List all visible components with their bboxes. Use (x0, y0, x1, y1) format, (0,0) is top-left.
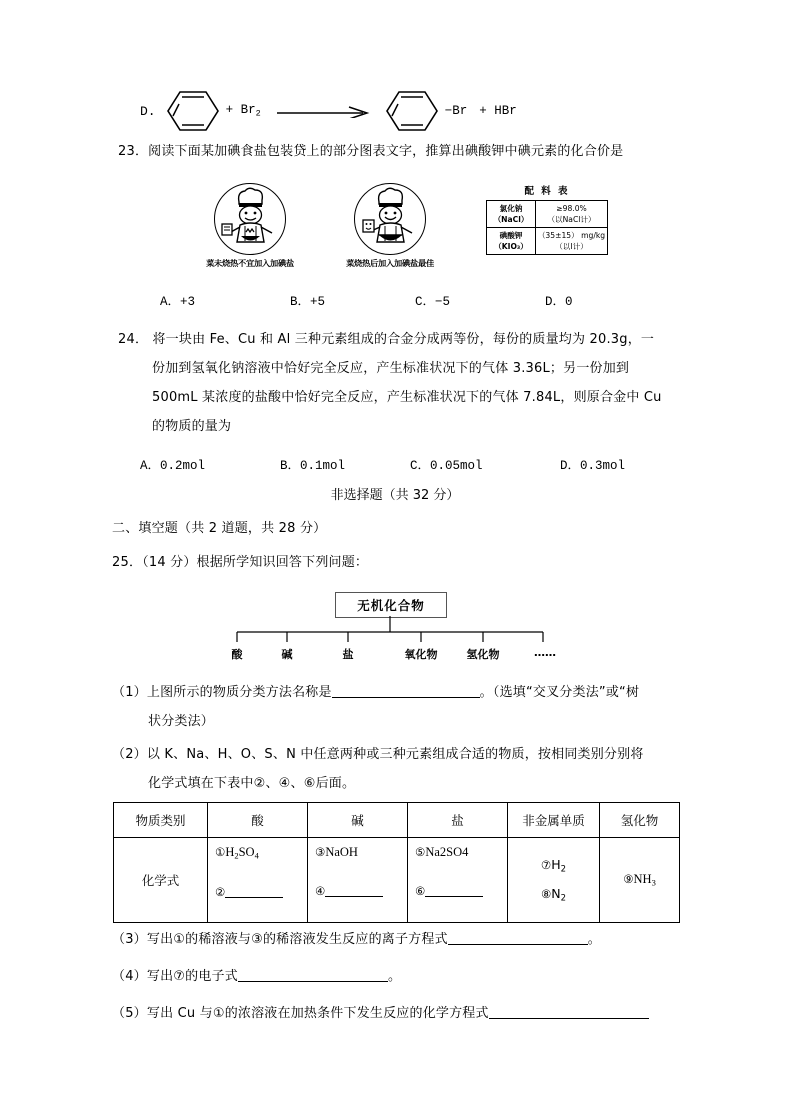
q24-option-d[interactable]: D．0.3mol (560, 459, 626, 473)
circled-number-6: ⑥ (415, 883, 426, 898)
header-salt: 盐 (408, 803, 508, 838)
cell-base-top (315, 846, 400, 859)
q25-item1-text: （1）上图所示的物质分类方法名称是 (112, 685, 332, 700)
q25-item3-answer-blank[interactable] (448, 944, 588, 945)
reaction-arrow-icon (275, 105, 371, 117)
q25-item3-text: （3）写出①的稀溶液与③的稀溶液发生反应的离子方程式 (112, 932, 448, 947)
tree-connector-lines (225, 592, 555, 664)
cell-acid-bottom (215, 886, 300, 899)
question-24-options (140, 455, 640, 473)
question-25-item-2-line-2: 化学式填在下表中②、④、⑥后面。 (148, 776, 356, 791)
cell-salt-top (415, 846, 500, 859)
tree-leaf-acid: 酸 (231, 648, 243, 661)
chef-illustration-2-icon (354, 183, 426, 255)
q25-item4-text: （4）写出⑦的电子式 (112, 969, 238, 984)
question-25-item-3 (112, 933, 601, 947)
formula-naoh: NaOH (325, 845, 358, 859)
q24-option-c[interactable]: C．0.05mol (410, 459, 483, 473)
option-d-equation (140, 88, 517, 134)
ingredient-value: ≥98.0% (556, 204, 587, 213)
ingredient-name-cn: 氯化钠 (499, 204, 523, 213)
cell-base (308, 838, 408, 923)
chef-illustration-1-icon (214, 183, 286, 255)
formula-h2: $H_2$ (551, 857, 567, 875)
ingredient-table (486, 200, 608, 255)
question-25-item-4 (112, 970, 401, 984)
header-acid: 酸 (208, 803, 308, 838)
question-23-options (160, 291, 630, 309)
q25-item5-answer-blank[interactable] (489, 1018, 649, 1019)
benzene-ring-right-icon (385, 89, 439, 133)
q24-option-b[interactable]: B．0.1mol (280, 459, 346, 473)
q25-item4-tail: 。 (387, 969, 402, 984)
q23-option-b[interactable]: B．+5 (290, 295, 326, 309)
ingredient-table-block (486, 183, 608, 255)
benzene-ring-left-icon (166, 89, 220, 133)
question-25-item-1-line-2: 状分类法） (148, 714, 215, 729)
substance-classification-table (113, 802, 680, 923)
figure-2-caption: 菜烧热后加入加碘盐最佳 (346, 258, 434, 268)
byproduct-hbr: + HBr (479, 104, 517, 118)
question-24-line-2: 份加到氢氧化钠溶液中恰好完全反应，产生标准状况下的气体 3.36L；另一份加到 (152, 361, 630, 376)
part-two-heading: 二、填空题（共 2 道题，共 28 分） (112, 521, 327, 536)
circled-number-9: ⑨ (623, 872, 634, 887)
ingredient-table-title: 配 料 表 (524, 186, 570, 197)
q24-option-a[interactable]: A．0.2mol (140, 459, 206, 473)
table-header-row (114, 803, 680, 838)
ingredient-name-cell (487, 201, 536, 228)
bromine-reagent (226, 103, 261, 118)
q25-item1-answer-blank[interactable] (332, 697, 480, 698)
cell-acid (208, 838, 308, 923)
circled-number-3: ③ (315, 845, 326, 859)
question-25-item-2-line-1: （2）以 K、Na、H、O、S、N 中任意两种或三种元素组成合适的物质，按相同类别分别将 (112, 747, 644, 762)
cell-nonmetal-bottom (508, 880, 599, 909)
classification-tree-diagram (225, 592, 555, 664)
ingredient-value-cell (536, 201, 608, 228)
q25-item1-tail: 。（选填“交叉分类法”或“树 (479, 685, 640, 700)
circled-number-4: ④ (315, 883, 326, 898)
circled-number-7: ⑦ (540, 858, 552, 873)
q25-item4-answer-blank[interactable] (238, 981, 388, 982)
cell-hydride (600, 838, 680, 923)
iodized-salt-figure-1 (196, 183, 304, 269)
ingredient-basis: （以NaCl计） (547, 215, 596, 224)
figure-1-caption: 菜未烧热不宜加入加碘盐 (206, 258, 294, 268)
header-hydride: 氢化物 (600, 803, 680, 838)
ingredient-name-cn: 碘酸钾 (499, 231, 523, 240)
question-25-item-5 (112, 1007, 649, 1021)
ingredient-name-formula: （KIO₃） (494, 242, 528, 251)
row-label-formula: 化学式 (114, 838, 208, 923)
salt-answer-blank[interactable] (425, 896, 483, 897)
tree-leaf-ellipsis: …… (534, 646, 556, 659)
circled-number-8: ⑧ (540, 887, 552, 901)
tree-root-node: 无机化合物 (335, 592, 447, 618)
circled-number-5: ⑤ (415, 845, 426, 859)
question-24-line-4: 的物质的量为 (152, 419, 232, 434)
header-base: 碱 (308, 803, 408, 838)
formula-na2so4: Na2SO4 (425, 845, 469, 859)
base-answer-blank[interactable] (325, 896, 383, 897)
bromine-reagent-text: + Br (225, 103, 256, 118)
cell-base-bottom (315, 885, 400, 898)
q25-item5-text: （5）写出 Cu 与①的浓溶液在加热条件下发生反应的化学方程式 (112, 1006, 489, 1021)
formula-h2so4: $H_2SO_4$ (225, 845, 259, 861)
ingredient-row (487, 228, 608, 255)
product-substituent: −Br (444, 104, 468, 118)
cell-hydride-top (600, 872, 679, 887)
acid-answer-blank[interactable] (225, 897, 283, 898)
cell-nonmetal (508, 838, 600, 923)
formula-n2: $N_2$ (551, 886, 567, 904)
cell-salt (408, 838, 508, 923)
table-row (114, 838, 680, 923)
question-23-figure (196, 183, 606, 288)
question-24-line-3: 500mL 某浓度的盐酸中恰好完全反应，产生标准状况下的气体 7.84L，则原合金中 Cu (152, 390, 662, 405)
ingredient-value-cell (536, 228, 608, 255)
question-25-stem: 25．（14 分）根据所学知识回答下列问题： (112, 555, 369, 570)
q25-item3-tail: 。 (587, 932, 601, 947)
ingredient-basis: （以I计） (555, 242, 588, 251)
cell-salt-bottom (415, 885, 500, 898)
header-category: 物质类别 (114, 803, 208, 838)
cell-nonmetal-stack (508, 851, 599, 909)
ingredient-value: （35±15） mg/kg (537, 231, 606, 240)
header-nonmetal: 非金属单质 (508, 803, 600, 838)
tree-leaf-base: 碱 (281, 648, 293, 661)
cell-acid-top (215, 846, 300, 860)
ingredient-name-formula: （NaCl） (493, 215, 529, 224)
non-choice-section-heading: 非选择题（共 32 分） (330, 488, 460, 503)
tree-leaf-oxide: 氧化物 (404, 648, 438, 661)
tree-leaf-hydride: 氢化物 (466, 648, 500, 661)
question-24-line-1: 24． 将一块由 Fe、Cu 和 Al 三种元素组成的合金分成两等份，每份的质量均为 20.3g，一 (118, 332, 655, 347)
question-23-stem: 23．阅读下面某加碘食盐包装贷上的部分图表文字，推算出碘酸钾中碘元素的化合价是 (118, 144, 624, 159)
ingredient-row (487, 201, 608, 228)
question-25-item-1-line-1 (112, 686, 639, 700)
option-d-label: D. (140, 103, 156, 119)
tree-leaf-salt: 盐 (342, 648, 354, 661)
q23-option-d[interactable]: D．0 (545, 295, 573, 309)
formula-nh3: $NH_3$ (633, 872, 656, 888)
circled-number-2: ② (215, 884, 226, 899)
circled-number-1: ① (215, 845, 226, 859)
q23-option-c[interactable]: C．−5 (415, 295, 451, 309)
bromine-subscript: 2 (255, 108, 261, 119)
cell-nonmetal-top (508, 851, 599, 880)
iodized-salt-figure-2 (336, 183, 444, 269)
ingredient-name-cell (487, 228, 536, 255)
q23-option-a[interactable]: A．+3 (160, 295, 196, 309)
